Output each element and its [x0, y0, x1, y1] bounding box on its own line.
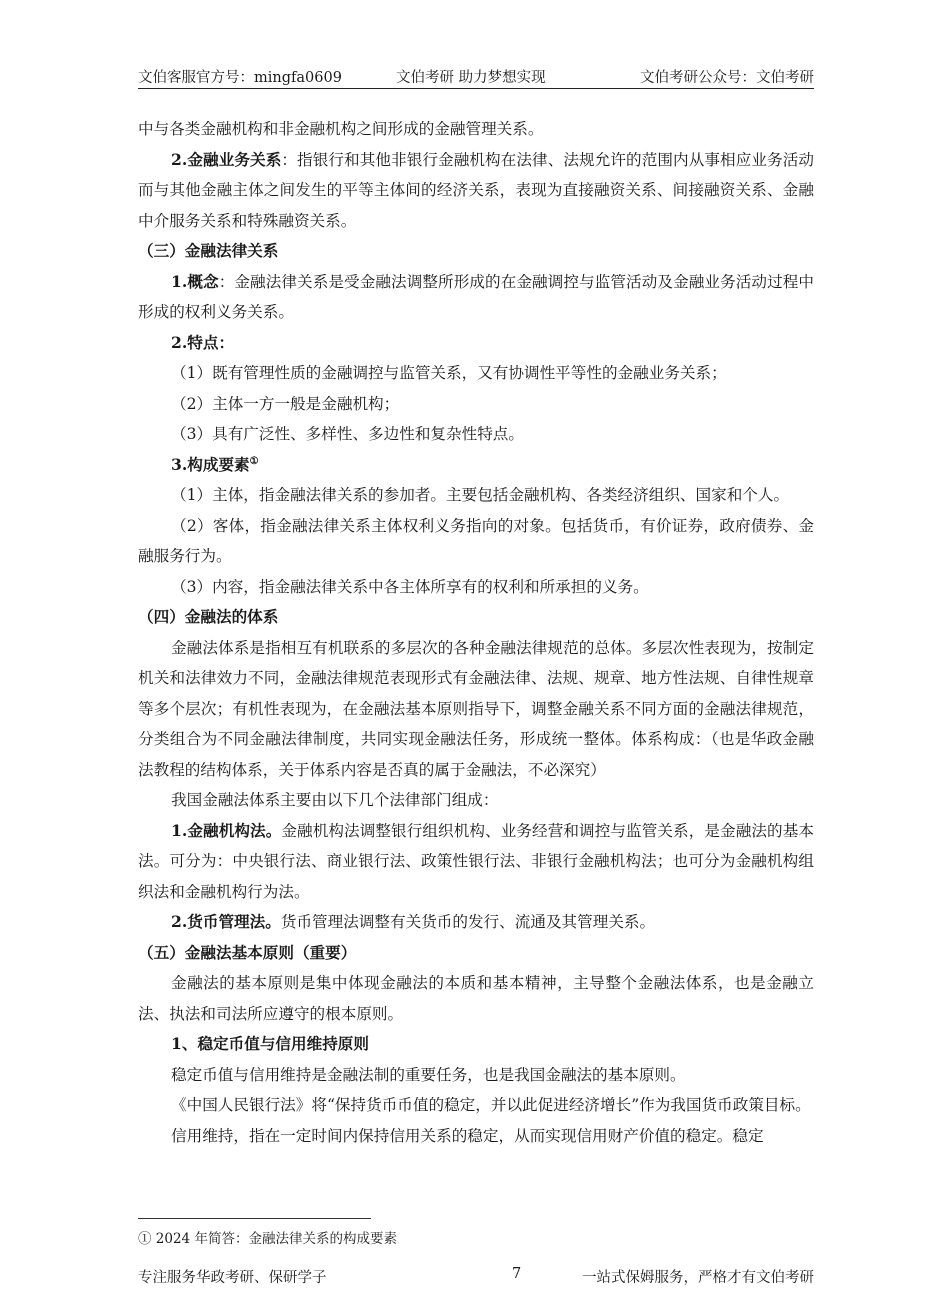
paragraph: 2.货币管理法。货币管理法调整有关货币的发行、流通及其管理关系。	[171, 912, 656, 931]
list-item: （3）内容，指金融法律关系中各主体所享有的权利和所承担的义务。	[171, 577, 649, 596]
paragraph: 金融法的基本原则是集中体现金融法的本质和基本精神，主导整个金融法体系，也是金融立法、执法和司法所应遵守的根本原则。	[138, 974, 814, 1023]
subheading: 1、稳定币值与信用维持原则	[171, 1034, 369, 1053]
term: 1.概念	[171, 271, 219, 291]
paragraph: 信用维持，指在一定时间内保持信用关系的稳定，从而实现信用财产价值的稳定。稳定	[171, 1126, 764, 1145]
paragraph: 中与各类金融机构和非金融机构之间形成的金融管理关系。	[138, 120, 544, 138]
term: 2.货币管理法。	[171, 912, 281, 931]
list-item: （3）具有广泛性、多样性、多边性和复杂性特点。	[171, 425, 524, 443]
list-item: （1）主体，指金融法律关系的参加者。主要包括金融机构、各类经济组织、国家和个人。	[171, 486, 790, 504]
page-number: 7	[512, 1266, 522, 1282]
term: 2.金融业务关系	[171, 149, 282, 169]
subheading: 2.特点：	[171, 332, 235, 352]
page-footer	[138, 1266, 814, 1288]
footnote-divider	[138, 1218, 371, 1219]
header-left: 文伯客服官方号：mingfa0609	[138, 70, 342, 86]
footer-left: 专注服务华政考研、保研学子	[138, 1270, 327, 1286]
paragraph: 《中国人民银行法》将“保持货币币值的稳定，并以此促进经济增长”作为我国货币政策目标。	[171, 1096, 811, 1114]
list-item: （2）客体，指金融法律关系主体权利义务指向的对象。包括货币，有价证券，政府债券、金融服务行为。	[138, 516, 814, 565]
paragraph: 1.金融机构法。金融机构法调整银行组织机构、业务经营和调控与监管关系，是金融法的基本法。可分为：中央银行法、商业银行法、政策性银行法、非银行金融机构法；也可分为金融机构组织法和金融机构行为法。	[138, 820, 814, 901]
footnote: ① 2024 年简答：金融法律关系的构成要素	[138, 1231, 397, 1247]
subheading: 3.构成要素①	[171, 454, 259, 474]
footnote-ref[interactable]: ①	[249, 455, 259, 467]
paragraph: 稳定币值与信用维持是金融法制的重要任务，也是我国金融法的基本原则。	[171, 1065, 686, 1084]
paragraph: 我国金融法体系主要由以下几个法律部门组成：	[171, 791, 499, 809]
document-body	[138, 114, 814, 1151]
section-heading: （五）金融法基本原则（重要）	[138, 942, 357, 962]
paragraph: 金融法体系是指相互有机联系的多层次的各种金融法律规范的总体。多层次性表现为，按制定机关和法律效力不同，金融法律规范表现形式有金融法律、法规、规章、地方性法规、自律性规章等多个层次；有机性表现为，在金融法基本原则指导下，调整金融关系不同方面的金融法律规范，分类组合为不同金融法律制度，共同实现金融法任务，形成统一整体。体系构成：（也是华政金融法教程的结构体系，关于体系内容是否真的属于金融法，不必深究）	[138, 638, 814, 779]
term: 1.金融机构法。	[171, 820, 282, 840]
page-header	[138, 64, 814, 89]
section-heading: （三）金融法律关系	[138, 241, 279, 260]
paragraph: 1.概念：金融法律关系是受金融法调整所形成的在金融调控与监管活动及金融业务活动过程中形成的权利义务关系。	[138, 271, 814, 321]
header-right: 文伯考研公众号：文伯考研	[640, 70, 814, 86]
footer-right: 一站式保姆服务，严格才有文伯考研	[582, 1270, 814, 1286]
list-item: （1）既有管理性质的金融调控与监管关系，又有协调性平等性的金融业务关系；	[171, 364, 727, 382]
paragraph: 2.金融业务关系：指银行和其他非银行金融机构在法律、法规允许的范围内从事相应业务活动而与其他金融主体之间发生的平等主体间的经济关系，表现为直接融资关系、间接融资关系、金融中介服务关系和特殊融资关系。	[138, 149, 814, 230]
list-item: （2）主体一方一般是金融机构；	[171, 394, 400, 413]
header-center: 文伯考研 助力梦想实现	[396, 70, 546, 86]
section-heading: （四）金融法的体系	[138, 607, 279, 626]
